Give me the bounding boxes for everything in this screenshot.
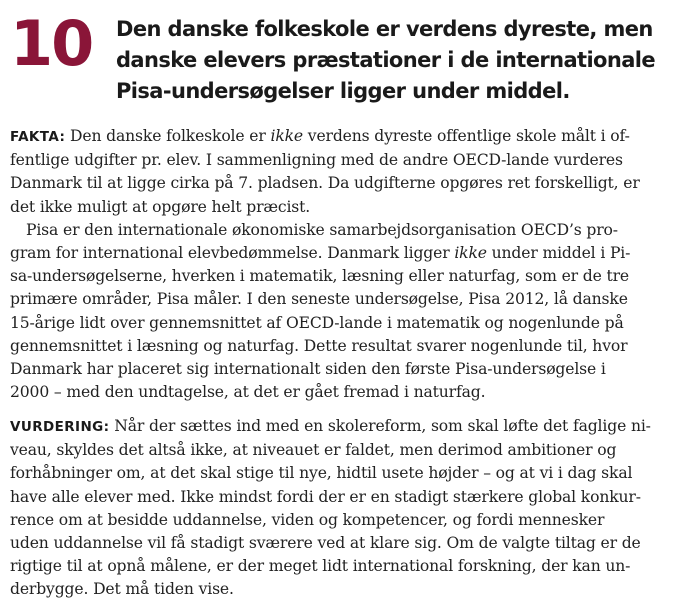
vurdering-line: have alle elever med. Ikke mindst fordi der er en stadigt stærkere global konkur-: [10, 487, 641, 506]
fakta-line: 2000 – med den undtagelse, at det er gået fremad i naturfag.: [10, 383, 486, 402]
vurdering-line: uden uddannelse vil få stadigt sværere ved at klare sig. Om de valgte tiltag er de: [10, 534, 641, 553]
vurdering-line: rence om at besidde uddannelse, viden og kompetencer, og fordi mennesker: [10, 510, 605, 529]
fakta-label: FAKTA:: [10, 129, 66, 145]
vurdering-line: derbygge. Det må tiden vise.: [10, 580, 234, 599]
article-header: [10, 7, 680, 106]
fakta-line: gennemsnittet i læsning og naturfag. Dette resultat svarer nogenlunde til, hvor: [10, 336, 628, 355]
fakta-line: det ikke muligt at opgøre helt præcist.: [10, 197, 311, 216]
vurdering-line: veau, skyldes det altså ikke, at niveauet er faldet, men derimod ambitioner og: [10, 441, 617, 460]
fakta-line: fentlige udgifter pr. elev. I sammenligning med de andre OECD-lande vurderes: [10, 151, 623, 170]
fakta-line-1: FAKTA: Den danske folkeskole er ikke verdens dyreste offentlige skole målt i of-: [10, 127, 630, 145]
vurdering-line: forhåbninger om, at det skal stige til nye, hidtil usete højder – og at vi i dag skal: [10, 464, 633, 483]
vurdering-label: VURDERING:: [10, 419, 110, 435]
item-number: 10: [10, 7, 93, 80]
fakta-line: sa-undersøgelserne, hverken i matematik, læsning eller naturfag, som er de tre: [10, 267, 629, 286]
fakta-section: [10, 125, 678, 404]
fakta-line: Danmark har placeret sig internationalt siden den første Pisa-undersøgelse i: [10, 360, 606, 379]
fakta-paragraph-2-start: Pisa er den internationale økonomiske samarbejdsorganisation OECD’s pro-: [26, 220, 618, 239]
fakta-line: Danmark til at ligge cirka på 7. pladsen. Da udgifterne opgøres ret forskelligt, er: [10, 174, 640, 193]
fakta-line: primære områder, Pisa måler. I den seneste undersøgelse, Pisa 2012, lå danske: [10, 290, 628, 309]
vurdering-line: rigtige til at opnå målene, er der meget lidt international forskning, der kan un-: [10, 557, 631, 576]
fakta-line: 15-årige lidt over gennemsnittet af OECD-lande i matematik og nogenlunde på: [10, 313, 624, 332]
vurdering-section: [10, 415, 678, 602]
headline: Den danske folkeskole er verdens dyreste, men danske elevers præstationer i de internationale Pisa-undersøgelser ligger under middel.: [116, 17, 656, 103]
vurdering-line-1: VURDERING: Når der sættes ind med en skolereform, som skal løfte det faglige ni-: [10, 417, 651, 435]
fakta-line: gram for international elevbedømmelse. Danmark ligger ikke under middel i Pi-: [10, 244, 631, 263]
